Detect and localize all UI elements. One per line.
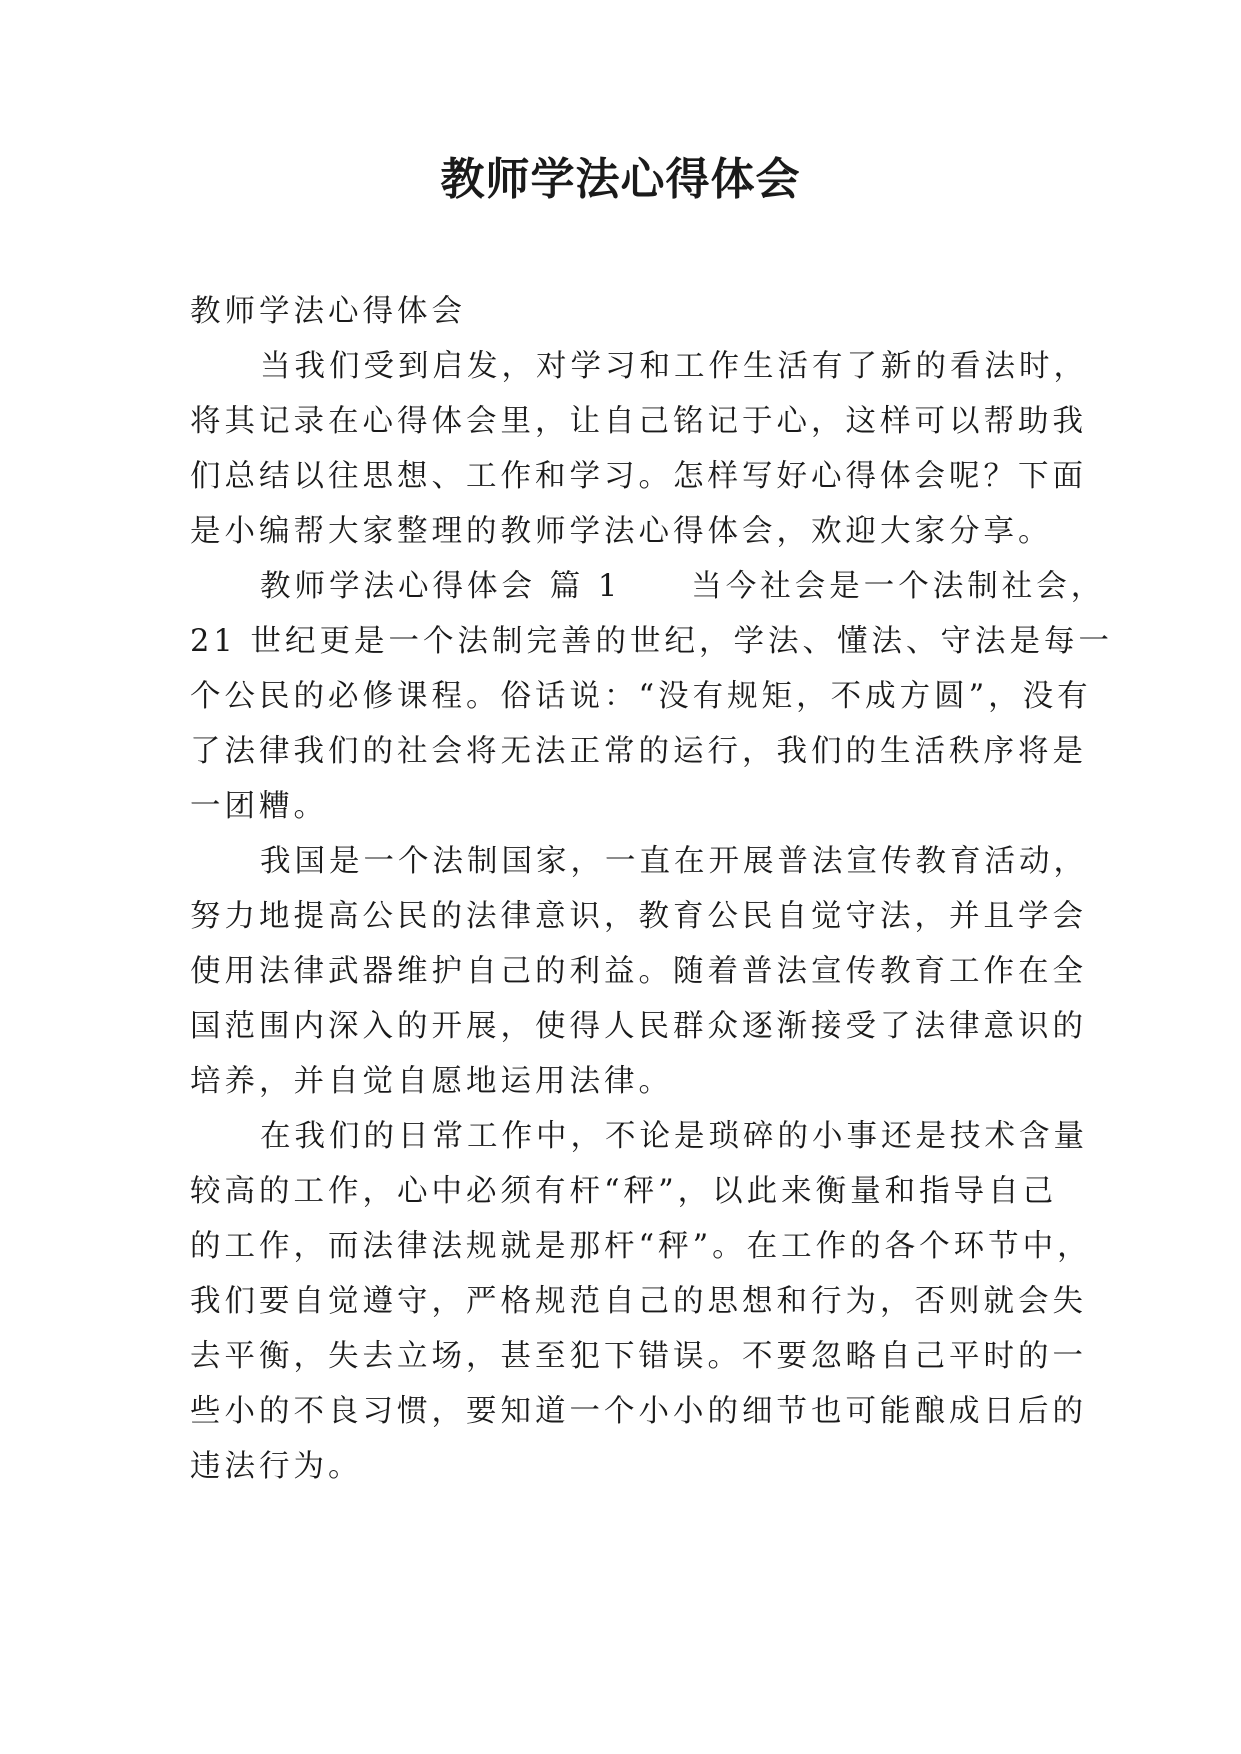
section-1-first-line (190, 559, 1106, 614)
intro-line: 当我们受到启发，对学习和工作生活有了新的看法时， (260, 349, 1088, 384)
paragraph-2-line: 培养，并自觉自愿地运用法律。 (190, 1064, 673, 1099)
paragraph-2-line: 努力地提高公民的法律意识，教育公民自觉守法，并且学会 (190, 899, 1087, 934)
document-body (190, 284, 1114, 1494)
paragraph-3-line: 我们要自觉遵守，严格规范自己的思想和行为，否则就会失 (190, 1284, 1087, 1319)
paragraph-3-line: 些小的不良习惯，要知道一个小小的细节也可能酿成日后的 (190, 1394, 1087, 1429)
paragraph-3-line: 违法行为。 (190, 1449, 363, 1484)
section-1-first-line-text: 当今社会是一个法制社会， (691, 569, 1106, 604)
section-1-paragraph (190, 559, 1114, 834)
intro-line: 是小编帮大家整理的教师学法心得体会，欢迎大家分享。 (190, 514, 1053, 549)
paragraph-3-line: 较高的工作，心中必须有杆“秤”，以此来衡量和指导自己 (190, 1174, 1058, 1209)
intro-paragraph (190, 339, 1088, 559)
section-1-heading: 教师学法心得体会 篇 1 (260, 569, 622, 604)
section-1-line: 个公民的必修课程。俗话说：“没有规矩，不成方圆”，没有 (190, 679, 1092, 714)
paragraph-3 (190, 1109, 1092, 1494)
paragraph-3-line: 在我们的日常工作中，不论是琐碎的小事还是技术含量 (260, 1119, 1088, 1154)
intro-line: 将其记录在心得体会里，让自己铭记于心，这样可以帮助我 (190, 404, 1087, 439)
paragraph-2-line: 我国是一个法制国家，一直在开展普法宣传教育活动， (260, 844, 1088, 879)
section-1-line: 一团糟。 (190, 789, 328, 824)
paragraph-2 (190, 834, 1088, 1109)
section-1-line: 了法律我们的社会将无法正常的运行，我们的生活秩序将是 (190, 734, 1087, 769)
document-title: 教师学法心得体会 (440, 154, 801, 205)
paragraph-2-line: 国范围内深入的开展，使得人民群众逐渐接受了法律意识的 (190, 1009, 1087, 1044)
intro-line: 们总结以往思想、工作和学习。怎样写好心得体会呢？下面 (190, 459, 1087, 494)
paragraph-3-line: 的工作，而法律法规就是那杆“秤”。在工作的各个环节中， (190, 1229, 1092, 1264)
document-subtitle: 教师学法心得体会 (190, 294, 466, 329)
paragraph-2-line: 使用法律武器维护自己的利益。随着普法宣传教育工作在全 (190, 954, 1087, 989)
paragraph-3-line: 去平衡，失去立场，甚至犯下错误。不要忽略自己平时的一 (190, 1339, 1087, 1374)
section-1-line: 21 世纪更是一个法制完善的世纪，学法、懂法、守法是每一 (190, 624, 1114, 659)
